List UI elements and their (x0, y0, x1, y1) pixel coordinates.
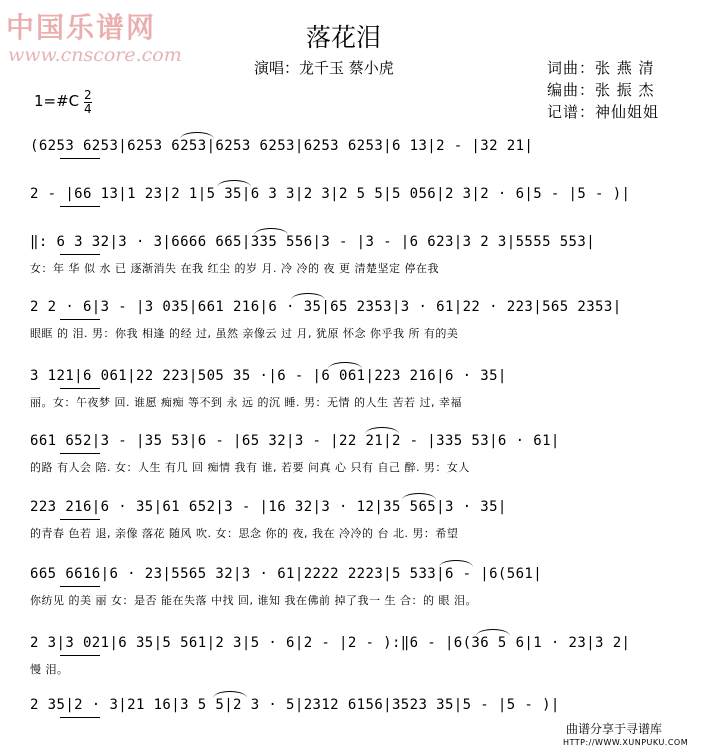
time-signature-bottom: 4 (84, 102, 92, 116)
lyric-line: 你纺见 的美 丽 女：是否 能在失落 中找 回, 谁知 我在佛前 掉了我一 生 合：的 眼 泪。 (30, 594, 477, 607)
lyric-line: 丽。女：午夜梦 回. 谁愿 痴痴 等不到 永 远 的沉 睡. 男：无情 的人生 苦若 过, 幸福 (30, 396, 462, 409)
beam-line (60, 717, 100, 718)
beam-line (60, 519, 100, 520)
key-signature: 1=#C (34, 92, 80, 110)
footer-url: HTTP://WWW.XUNPUKU.COM (563, 738, 689, 747)
notation-line: 661 652|3 - |35 53|6 - |65 32|3 - |22 21|2 - |335 53|6 · 61| (30, 433, 560, 449)
time-signature-top: 2 (84, 88, 92, 102)
notation-line: 2 35|2 · 3|21 16|3 5 5|2 3 · 5|2312 6156|3523 35|5 - |5 - )| (30, 697, 560, 713)
beam-line (60, 453, 100, 454)
slur-arc (180, 132, 214, 139)
watermark-url: www.cnscore.com (8, 44, 182, 66)
notation-line: 2 3|3 021|6 35|5 561|2 3|5 · 6|2 - |2 - ):‖6 - |6(36 5 6|1 · 23|3 2| (30, 635, 631, 651)
slur-arc (365, 427, 399, 434)
singers: 演唱：龙千玉 蔡小虎 (254, 59, 394, 77)
slur-arc (254, 228, 288, 235)
lyric-line: 的路 有人会 陪. 女：人生 有几 回 痴情 我有 谁, 若要 问真 心 只有 自己 醉. 男：女人 (30, 461, 470, 474)
beam-line (60, 586, 100, 587)
lyrics-credit: 词曲：张 燕 清 (547, 59, 655, 77)
watermark-logo: 中国乐谱网 (6, 11, 157, 44)
beam-line (60, 388, 100, 389)
beam-line (60, 158, 100, 159)
notation-line: 665 6616|6 · 23|5565 32|3 · 61|2222 2223|5 533|6 - |6(561| (30, 566, 543, 582)
beam-line (60, 254, 100, 255)
notation-line: 223 216|6 · 35|61 652|3 - |16 32|3 · 12|35 565|3 · 35| (30, 499, 507, 515)
lyric-line: 眼眶 的 泪. 男：你我 相逢 的经 过, 虽然 亲像云 过 月, 犹原 怀念 你乎我 所 有的美 (30, 327, 459, 340)
notation-line: 3 121|6 061|22 223|505 35 ·|6 - |6 061|223 216|6 · 35| (30, 368, 507, 384)
time-signature (84, 90, 92, 115)
notation-line: (6253 6253|6253 6253|6253 6253|6253 6253|6 13|2 - |32 21| (30, 138, 534, 154)
lyric-line: 女：年 华 似 水 已 逐渐消失 在我 红尘 的岁 月. 冷 冷的 夜 更 清楚坚定 停在我 (30, 262, 439, 275)
notation-line: ‖: 6 3 32|3 · 3|6666 665|335 556|3 - |3 - |6 623|3 2 3|5555 553| (30, 234, 596, 250)
song-title: 落花泪 (306, 23, 382, 52)
beam-line (60, 319, 100, 320)
arrangement-credit: 编曲：张 振 杰 (547, 81, 655, 99)
slur-arc (328, 362, 362, 369)
slur-arc (439, 560, 473, 567)
lyric-line: 慢 泪。 (30, 663, 69, 676)
notation-line: 2 - |66 13|1 23|2 1|5 35|6 3 3|2 3|2 5 5|5 056|2 3|2 · 6|5 - |5 - )| (30, 186, 631, 202)
slur-arc (217, 180, 251, 187)
slur-arc (213, 691, 247, 698)
slur-arc (476, 629, 510, 636)
slur-arc (402, 493, 436, 500)
footer-share-text: 曲谱分享于寻谱库 (566, 722, 663, 736)
beam-line (60, 655, 100, 656)
lyric-line: 的青春 色若 退, 亲像 落花 随风 吹. 女：思念 你的 夜, 我在 冷冷的 台 北. 男：希望 (30, 527, 459, 540)
transcription-credit: 记谱：神仙姐姐 (547, 103, 660, 121)
beam-line (60, 206, 100, 207)
slur-arc (291, 293, 325, 300)
notation-line: 2 2 · 6|3 - |3 035|661 216|6 · 35|65 2353|3 · 61|22 · 223|565 2353| (30, 299, 622, 315)
